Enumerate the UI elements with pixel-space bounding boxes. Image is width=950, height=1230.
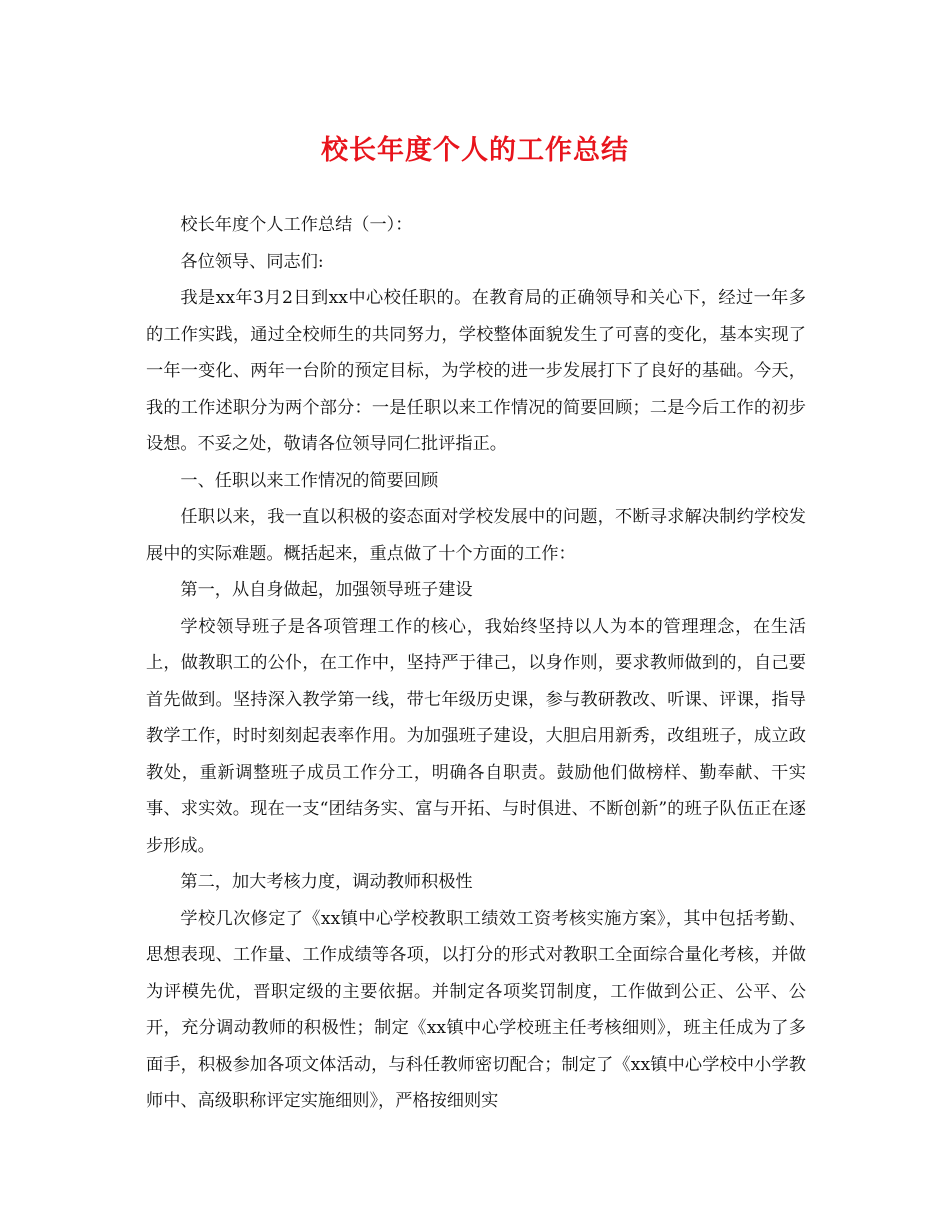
body-paragraph: 任职以来，我一直以积极的姿态面对学校发展中的问题，不断寻求解决制约学校发展中的实际难题。概括起来，重点做了十个方面的工作： [146,507,806,564]
document-body [146,207,806,1120]
section-heading: 一、任职以来工作情况的简要回顾 [180,470,439,491]
subsection-heading: 第二，加大考核力度，调动教师积极性 [180,872,473,892]
body-paragraph: 各位领导、同志们: [180,251,324,272]
subsection-heading: 第一，从自身做起，加强领导班子建设 [180,580,473,600]
document-title: 校长年度个人的工作总结 [321,135,629,166]
body-paragraph: 我是xx年3月2日到xx中心校任职的。在教育局的正确领导和关心下，经过一年多的工作实践，通过全校师生的共同努力，学校整体面貌发生了可喜的变化，基本实现了一年一变化、两年一台阶的预定目标，为学校的进一步发展打下了良好的基础。今天，我的工作述职分为两个部分：一是任职以来工作情况的简要回顾；二是今后工作的初步设想。不妥之处，敬请各位领导同仁批评指正。 [146,288,806,454]
body-paragraph: 校长年度个人工作总结（一）： [180,215,413,235]
body-paragraph: 学校几次修定了《xx镇中心学校教职工绩效工资考核实施方案》，其中包括考勤、思想表现、工作量、工作成绩等各项，以打分的形式对教职工全面综合量化考核，并做为评模先优，晋职定级的主要依据。并制定各项奖罚制度，工作做到公正、公平、公开，充分调动教师的积极性；制定《xx镇中心学校班主任考核细则》，班主任成为了多面手，积极参加各项文体活动，与科任教师密切配合；制定了《xx镇中心学校中小学教师中、高级职称评定实施细则》，严格按细则实 [146,908,806,1111]
body-paragraph: 学校领导班子是各项管理工作的核心，我始终坚持以人为本的管理理念，在生活上，做教职工的公仆，在工作中，坚持严于律己，以身作则，要求教师做到的，自己要首先做到。坚持深入教学第一线，带七年级历史课，参与教研教改、听课、评课，指导教学工作，时时刻刻起表率作用。为加强班子建设，大胆启用新秀，改组班子，成立政教处，重新调整班子成员工作分工，明确各自职责。鼓励他们做榜样、勤奉献、干实事、求实效。现在一支“团结务实、富与开拓、与时俱进、不断创新”的班子队伍正在逐步形成。 [146,616,806,856]
